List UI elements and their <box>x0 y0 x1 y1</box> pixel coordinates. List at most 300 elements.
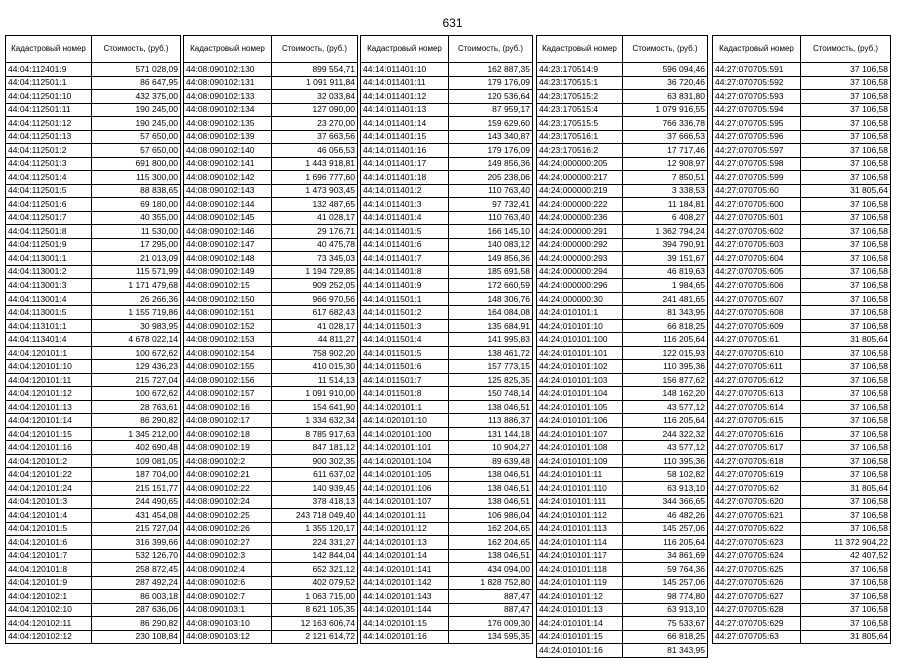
header-code: Кадастровый номер <box>6 36 92 63</box>
cadastral-number: 44:24:000000:30 <box>537 292 623 306</box>
cadastral-number: 44:27:070705:628 <box>713 603 801 617</box>
table-row <box>184 117 358 131</box>
cadastral-number: 44:27:070705:627 <box>713 590 801 604</box>
cost-value: 97 732,41 <box>449 198 533 212</box>
cadastral-number: 44:24:000000:205 <box>537 157 623 171</box>
cadastral-number: 44:08:090103:10 <box>184 617 272 631</box>
cadastral-number: 44:08:090102:155 <box>184 360 272 374</box>
cost-value: 432 375,00 <box>92 90 181 104</box>
table-row <box>6 184 181 198</box>
table-row <box>537 468 708 482</box>
table-row <box>6 117 181 131</box>
cost-value: 402 079,52 <box>272 576 358 590</box>
cadastral-number: 44:14:020101:10 <box>361 414 449 428</box>
cadastral-number: 44:24:010101:101 <box>537 346 623 360</box>
cost-value: 241 481,65 <box>623 292 708 306</box>
cost-value: 190 245,00 <box>92 117 181 131</box>
table-row <box>6 144 181 158</box>
cost-value: 1 828 752,80 <box>449 576 533 590</box>
cost-value: 46 482,26 <box>623 509 708 523</box>
cadastral-number: 44:24:000000:236 <box>537 211 623 225</box>
cadastral-number: 44:14:020101:143 <box>361 590 449 604</box>
table-row <box>713 468 891 482</box>
cadastral-number: 44:23:170516:1 <box>537 130 623 144</box>
cost-value: 37 106,58 <box>801 590 891 604</box>
table-row <box>6 157 181 171</box>
table-row <box>361 563 533 577</box>
cost-value: 3 338,53 <box>623 184 708 198</box>
table-row <box>184 279 358 293</box>
cadastral-number: 44:04:120101:16 <box>6 441 92 455</box>
cost-value: 37 106,58 <box>801 279 891 293</box>
table-row <box>6 400 181 414</box>
cadastral-number: 44:27:070705:622 <box>713 522 801 536</box>
cadastral-number: 44:14:011401:3 <box>361 198 449 212</box>
table-row <box>713 184 891 198</box>
cost-value: 766 336,78 <box>623 117 708 131</box>
table-row <box>713 536 891 550</box>
cadastral-number: 44:14:011501:7 <box>361 373 449 387</box>
table-row <box>537 171 708 185</box>
cadastral-number: 44:14:011401:8 <box>361 265 449 279</box>
cadastral-number: 44:24:010101:110 <box>537 481 623 495</box>
cost-value: 431 454,08 <box>92 509 181 523</box>
cost-value: 37 106,58 <box>801 454 891 468</box>
table-row <box>6 63 181 77</box>
header-code: Кадастровый номер <box>184 36 272 63</box>
cost-value: 157 773,15 <box>449 360 533 374</box>
header-code: Кадастровый номер <box>361 36 449 63</box>
cadastral-number: 44:04:112501:3 <box>6 157 92 171</box>
table-row <box>6 211 181 225</box>
cost-value: 1 984,65 <box>623 279 708 293</box>
table-row <box>6 549 181 563</box>
header-code: Кадастровый номер <box>537 36 623 63</box>
cadastral-number: 44:24:010101:113 <box>537 522 623 536</box>
cost-value: 244 490,65 <box>92 495 181 509</box>
cadastral-number: 44:04:120102:10 <box>6 603 92 617</box>
cost-value: 37 106,58 <box>801 603 891 617</box>
table-row <box>361 603 533 617</box>
table-header-row <box>537 36 708 63</box>
table-row <box>537 265 708 279</box>
cadastral-number: 44:04:120101:15 <box>6 427 92 441</box>
table-row <box>6 603 181 617</box>
cost-value: 37 106,58 <box>801 427 891 441</box>
cadastral-number: 44:24:010101:13 <box>537 603 623 617</box>
cost-value: 179 176,09 <box>449 144 533 158</box>
table-row <box>537 373 708 387</box>
cost-value: 148 162,20 <box>623 387 708 401</box>
cost-value: 31 805,64 <box>801 481 891 495</box>
cadastral-number: 44:04:120101:7 <box>6 549 92 563</box>
cost-value: 32 033,84 <box>272 90 358 104</box>
table-row <box>6 171 181 185</box>
cost-value: 134 595,35 <box>449 630 533 644</box>
table-row <box>184 225 358 239</box>
table-row <box>6 630 181 644</box>
table-row <box>6 319 181 333</box>
cost-value: 63 913,10 <box>623 481 708 495</box>
cost-value: 26 266,36 <box>92 292 181 306</box>
cadastral-number: 44:27:070705:600 <box>713 198 801 212</box>
table-row <box>184 427 358 441</box>
cost-value: 100 672,62 <box>92 346 181 360</box>
table-header-row <box>713 36 891 63</box>
cost-value: 966 970,56 <box>272 292 358 306</box>
cost-value: 162 204,65 <box>449 522 533 536</box>
cost-value: 110 763,40 <box>449 184 533 198</box>
cadastral-number: 44:27:070705:605 <box>713 265 801 279</box>
table-row <box>6 454 181 468</box>
cost-value: 37 106,58 <box>801 495 891 509</box>
cadastral-number: 44:14:011501:6 <box>361 360 449 374</box>
table-row <box>361 400 533 414</box>
table-row <box>184 468 358 482</box>
cost-value: 86 290,82 <box>92 414 181 428</box>
cost-value: 12 163 606,74 <box>272 617 358 631</box>
table-row <box>6 360 181 374</box>
cost-value: 39 151,67 <box>623 252 708 266</box>
cost-value: 258 872,45 <box>92 563 181 577</box>
cadastral-number: 44:04:120101:9 <box>6 576 92 590</box>
cadastral-number: 44:14:020101:106 <box>361 481 449 495</box>
table-row <box>6 252 181 266</box>
table-row <box>184 563 358 577</box>
cost-value: 89 639,48 <box>449 454 533 468</box>
cadastral-number: 44:08:090102:153 <box>184 333 272 347</box>
cadastral-number: 44:24:010101:118 <box>537 563 623 577</box>
cadastral-number: 44:14:011401:6 <box>361 238 449 252</box>
cost-value: 691 800,00 <box>92 157 181 171</box>
cost-value: 17 717,46 <box>623 144 708 158</box>
table-row <box>713 563 891 577</box>
cost-value: 11 184,81 <box>623 198 708 212</box>
cadastral-number: 44:08:090102:135 <box>184 117 272 131</box>
cadastral-number: 44:14:011401:18 <box>361 171 449 185</box>
cadastral-number: 44:27:070705:60 <box>713 184 801 198</box>
table-row <box>184 522 358 536</box>
table-row <box>6 495 181 509</box>
table-row <box>6 509 181 523</box>
cost-value: 887,47 <box>449 590 533 604</box>
cost-value: 41 028,17 <box>272 319 358 333</box>
table-row <box>537 211 708 225</box>
cost-value: 899 554,71 <box>272 63 358 77</box>
table-row <box>361 184 533 198</box>
cadastral-number: 44:24:010101:103 <box>537 373 623 387</box>
cost-value: 215 151,77 <box>92 481 181 495</box>
cost-value: 37 106,58 <box>801 63 891 77</box>
cost-value: 1 079 916,55 <box>623 103 708 117</box>
cost-value: 611 637,02 <box>272 468 358 482</box>
table-row <box>713 346 891 360</box>
cost-value: 140 939,45 <box>272 481 358 495</box>
cadastral-number: 44:27:070705:619 <box>713 468 801 482</box>
cadastral-number: 44:27:070705:624 <box>713 549 801 563</box>
cadastral-number: 44:08:090102:2 <box>184 454 272 468</box>
cadastral-number: 44:14:020101:12 <box>361 522 449 536</box>
table-row <box>361 225 533 239</box>
table-row <box>361 144 533 158</box>
cost-value: 37 106,58 <box>801 265 891 279</box>
cost-value: 617 682,43 <box>272 306 358 320</box>
cadastral-number: 44:24:010101:14 <box>537 617 623 631</box>
table-row <box>6 279 181 293</box>
cadastral-number: 44:27:070705:614 <box>713 400 801 414</box>
cost-value: 37 106,58 <box>801 522 891 536</box>
cadastral-number: 44:08:090102:19 <box>184 441 272 455</box>
table-row <box>6 427 181 441</box>
table-row <box>361 427 533 441</box>
cadastral-number: 44:24:000000:293 <box>537 252 623 266</box>
table-row <box>184 292 358 306</box>
cadastral-number: 44:27:070705:609 <box>713 319 801 333</box>
cost-value: 172 660,59 <box>449 279 533 293</box>
table-row <box>184 441 358 455</box>
table-row <box>713 441 891 455</box>
table-row <box>361 454 533 468</box>
cadastral-number: 44:27:070705:602 <box>713 225 801 239</box>
cadastral-number: 44:24:010101:107 <box>537 427 623 441</box>
table-row <box>537 346 708 360</box>
table-row <box>713 171 891 185</box>
cadastral-number: 44:08:090102:141 <box>184 157 272 171</box>
cadastral-number: 44:04:120101:10 <box>6 360 92 374</box>
cadastral-number: 44:24:000000:291 <box>537 225 623 239</box>
table-row <box>184 211 358 225</box>
table-row <box>184 481 358 495</box>
cost-value: 166 145,10 <box>449 225 533 239</box>
cadastral-number: 44:14:011401:13 <box>361 103 449 117</box>
table-row <box>537 252 708 266</box>
table-row <box>184 387 358 401</box>
cost-value: 98 774,80 <box>623 590 708 604</box>
cadastre-table-2 <box>183 35 358 644</box>
table-row <box>361 63 533 77</box>
table-row <box>6 333 181 347</box>
cadastral-number: 44:14:020101:14 <box>361 549 449 563</box>
cost-value: 37 106,58 <box>801 198 891 212</box>
cadastral-number: 44:08:090102:27 <box>184 536 272 550</box>
table-row <box>361 252 533 266</box>
cadastral-number: 44:04:113001:5 <box>6 306 92 320</box>
cost-value: 154 641,90 <box>272 400 358 414</box>
cost-value: 37 106,58 <box>801 509 891 523</box>
cost-value: 1 696 777,60 <box>272 171 358 185</box>
cadastral-number: 44:27:070705:612 <box>713 373 801 387</box>
cadastre-table-1 <box>5 35 181 644</box>
table-row <box>184 360 358 374</box>
cadastral-number: 44:04:112501:4 <box>6 171 92 185</box>
cadastral-number: 44:23:170515:2 <box>537 90 623 104</box>
table-row <box>713 333 891 347</box>
cadastral-number: 44:04:113001:3 <box>6 279 92 293</box>
table-row <box>361 360 533 374</box>
cost-value: 150 748,14 <box>449 387 533 401</box>
cost-value: 8 785 917,63 <box>272 427 358 441</box>
cost-value: 73 345,03 <box>272 252 358 266</box>
cadastral-number: 44:24:010101:15 <box>537 630 623 644</box>
cadastral-number: 44:08:090102:145 <box>184 211 272 225</box>
table-row <box>6 576 181 590</box>
table-row <box>713 225 891 239</box>
cost-value: 287 636,06 <box>92 603 181 617</box>
cost-value: 113 886,37 <box>449 414 533 428</box>
cadastral-number: 44:04:120101:13 <box>6 400 92 414</box>
cadastral-number: 44:04:120101:3 <box>6 495 92 509</box>
table-row <box>713 509 891 523</box>
cost-value: 187 704,00 <box>92 468 181 482</box>
cost-value: 758 902,20 <box>272 346 358 360</box>
cost-value: 37 106,58 <box>801 157 891 171</box>
table-row <box>537 157 708 171</box>
table-row <box>361 576 533 590</box>
cost-value: 145 257,06 <box>623 522 708 536</box>
cost-value: 37 106,58 <box>801 171 891 185</box>
cadastral-number: 44:24:000000:292 <box>537 238 623 252</box>
cost-value: 127 090,00 <box>272 103 358 117</box>
cadastral-number: 44:27:070705:61 <box>713 333 801 347</box>
cost-value: 36 720,46 <box>623 76 708 90</box>
cadastral-number: 44:08:090102:17 <box>184 414 272 428</box>
table-row <box>361 76 533 90</box>
table-row <box>184 536 358 550</box>
table-row <box>713 400 891 414</box>
cadastral-number: 44:08:090102:149 <box>184 265 272 279</box>
table-row <box>361 211 533 225</box>
cadastral-number: 44:04:120101:24 <box>6 481 92 495</box>
header-value: Стоимость, (руб.) <box>449 36 533 63</box>
table-row <box>184 549 358 563</box>
cost-value: 37 106,58 <box>801 319 891 333</box>
table-row <box>184 144 358 158</box>
cadastral-number: 44:08:090102:150 <box>184 292 272 306</box>
cost-value: 100 672,62 <box>92 387 181 401</box>
table-row <box>184 63 358 77</box>
cost-value: 86 647,95 <box>92 76 181 90</box>
cadastral-number: 44:14:011401:14 <box>361 117 449 131</box>
cost-value: 88 838,65 <box>92 184 181 198</box>
table-row <box>6 481 181 495</box>
cost-value: 141 995,83 <box>449 333 533 347</box>
cost-value: 75 533,67 <box>623 617 708 631</box>
cost-value: 394 790,91 <box>623 238 708 252</box>
cost-value: 11 372 904,22 <box>801 536 891 550</box>
table-row <box>537 225 708 239</box>
table-header-row <box>6 36 181 63</box>
cost-value: 909 252,05 <box>272 279 358 293</box>
table-header-row <box>361 36 533 63</box>
cost-value: 23 270,00 <box>272 117 358 131</box>
cost-value: 135 684,91 <box>449 319 533 333</box>
cost-value: 41 028,17 <box>272 211 358 225</box>
cost-value: 37 106,58 <box>801 292 891 306</box>
cost-value: 42 407,52 <box>801 549 891 563</box>
cost-value: 37 106,58 <box>801 238 891 252</box>
table-row <box>361 509 533 523</box>
cadastral-number: 44:14:020101:141 <box>361 563 449 577</box>
cadastral-number: 44:08:090102:26 <box>184 522 272 536</box>
cadastral-number: 44:27:070705:625 <box>713 563 801 577</box>
cost-value: 66 818,25 <box>623 319 708 333</box>
cost-value: 81 343,95 <box>623 306 708 320</box>
cadastral-number: 44:14:011401:15 <box>361 130 449 144</box>
cost-value: 316 399,66 <box>92 536 181 550</box>
page-number: 631 <box>442 16 463 30</box>
cost-value: 138 461,72 <box>449 346 533 360</box>
table-row <box>184 576 358 590</box>
table-row <box>184 306 358 320</box>
cost-value: 162 204,65 <box>449 536 533 550</box>
cadastre-table-4 <box>536 35 708 658</box>
cadastre-table-3 <box>360 35 533 644</box>
cadastral-number: 44:08:090102:21 <box>184 468 272 482</box>
table-row <box>713 211 891 225</box>
table-row <box>537 238 708 252</box>
cost-value: 215 727,04 <box>92 522 181 536</box>
table-row <box>537 400 708 414</box>
cadastral-number: 44:14:020101:101 <box>361 441 449 455</box>
cadastral-number: 44:04:120101:8 <box>6 563 92 577</box>
table-row <box>361 536 533 550</box>
cadastral-number: 44:27:070705:597 <box>713 144 801 158</box>
table-row <box>713 360 891 374</box>
table-row <box>361 630 533 644</box>
table-row <box>184 238 358 252</box>
table-row <box>537 441 708 455</box>
table-row <box>537 279 708 293</box>
cost-value: 34 861,69 <box>623 549 708 563</box>
table-row <box>184 603 358 617</box>
cost-value: 31 805,64 <box>801 333 891 347</box>
cadastral-number: 44:24:000000:222 <box>537 198 623 212</box>
cadastral-number: 44:27:070705:63 <box>713 630 801 644</box>
cost-value: 59 764,36 <box>623 563 708 577</box>
cost-value: 185 691,58 <box>449 265 533 279</box>
table-row <box>361 306 533 320</box>
cadastral-number: 44:24:010101:111 <box>537 495 623 509</box>
table-row <box>537 590 708 604</box>
table-row <box>361 130 533 144</box>
cost-value: 37 106,58 <box>801 360 891 374</box>
cadastral-number: 44:24:010101:119 <box>537 576 623 590</box>
cost-value: 132 487,65 <box>272 198 358 212</box>
cost-value: 1 091 911,84 <box>272 76 358 90</box>
cadastral-number: 44:27:070705:611 <box>713 360 801 374</box>
cost-value: 887,47 <box>449 603 533 617</box>
table-row <box>6 522 181 536</box>
table-row <box>361 171 533 185</box>
table-row <box>537 387 708 401</box>
cadastral-number: 44:14:011501:3 <box>361 319 449 333</box>
cadastral-number: 44:08:090102:151 <box>184 306 272 320</box>
cadastral-number: 44:14:020101:11 <box>361 509 449 523</box>
cost-value: 4 678 022,14 <box>92 333 181 347</box>
cost-value: 1 063 715,00 <box>272 590 358 604</box>
table-row <box>184 265 358 279</box>
table-row <box>537 292 708 306</box>
table-row <box>713 76 891 90</box>
cadastral-number: 44:27:070705:608 <box>713 306 801 320</box>
table-row <box>537 414 708 428</box>
cadastral-number: 44:04:113101:1 <box>6 319 92 333</box>
cost-value: 138 046,51 <box>449 400 533 414</box>
cadastral-number: 44:08:090102:131 <box>184 76 272 90</box>
cost-value: 110 395,36 <box>623 454 708 468</box>
cost-value: 66 818,25 <box>623 630 708 644</box>
cost-value: 1 362 794,24 <box>623 225 708 239</box>
